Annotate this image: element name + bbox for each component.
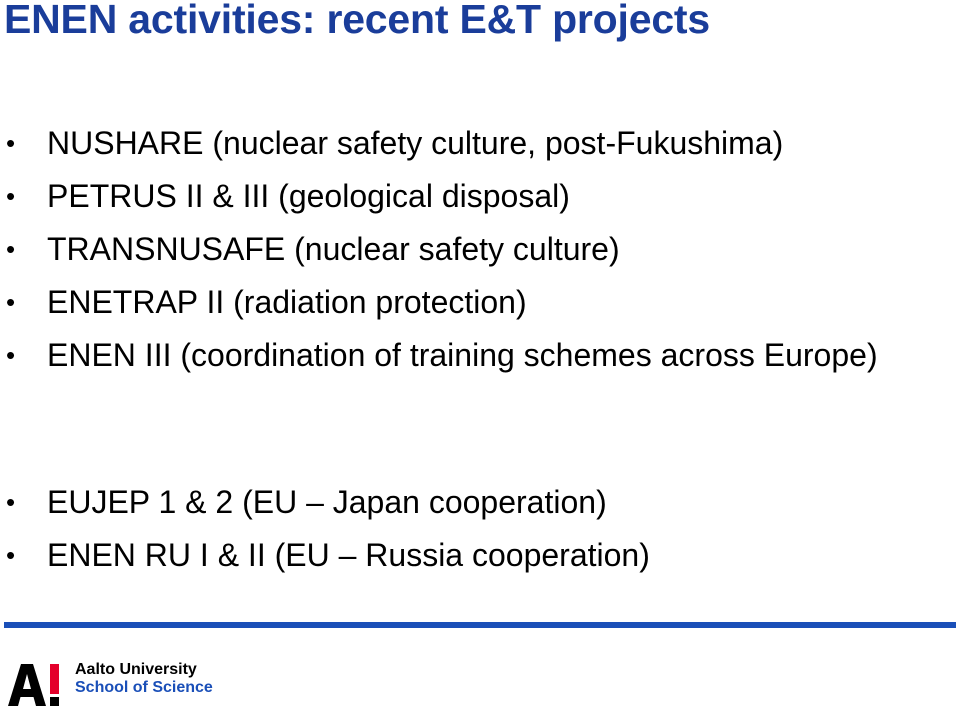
bullet-dot: •: [6, 181, 16, 211]
bullet-dot: •: [6, 340, 16, 370]
list-item-text: ENEN III (coordination of training schemes across Europe): [47, 337, 878, 373]
list-item-text: ENEN RU I & II (EU – Russia cooperation): [47, 537, 650, 573]
bullet-dot: •: [6, 287, 16, 317]
list-item-text: TRANSNUSAFE (nuclear safety culture): [47, 231, 620, 267]
footer-branding: [75, 661, 213, 697]
bullet-dot: •: [6, 487, 16, 517]
school-name: School of Science: [75, 679, 213, 696]
bullet-dot: •: [6, 234, 16, 264]
list-item-text: EUJEP 1 & 2 (EU – Japan cooperation): [47, 484, 607, 520]
footer-divider: [4, 622, 956, 628]
list-item-text: NUSHARE (nuclear safety culture, post-Fukushima): [47, 125, 784, 161]
bullet-dot: •: [6, 128, 16, 158]
bullet-dot: •: [6, 540, 16, 570]
list-item-text: ENETRAP II (radiation protection): [47, 284, 527, 320]
slide-title: ENEN activities: recent E&T projects: [4, 0, 710, 42]
list-item-text: PETRUS II & III (geological disposal): [47, 178, 570, 214]
aalto-a-exclamation-logo-icon: [6, 662, 66, 706]
organization-name: Aalto University: [75, 661, 197, 678]
